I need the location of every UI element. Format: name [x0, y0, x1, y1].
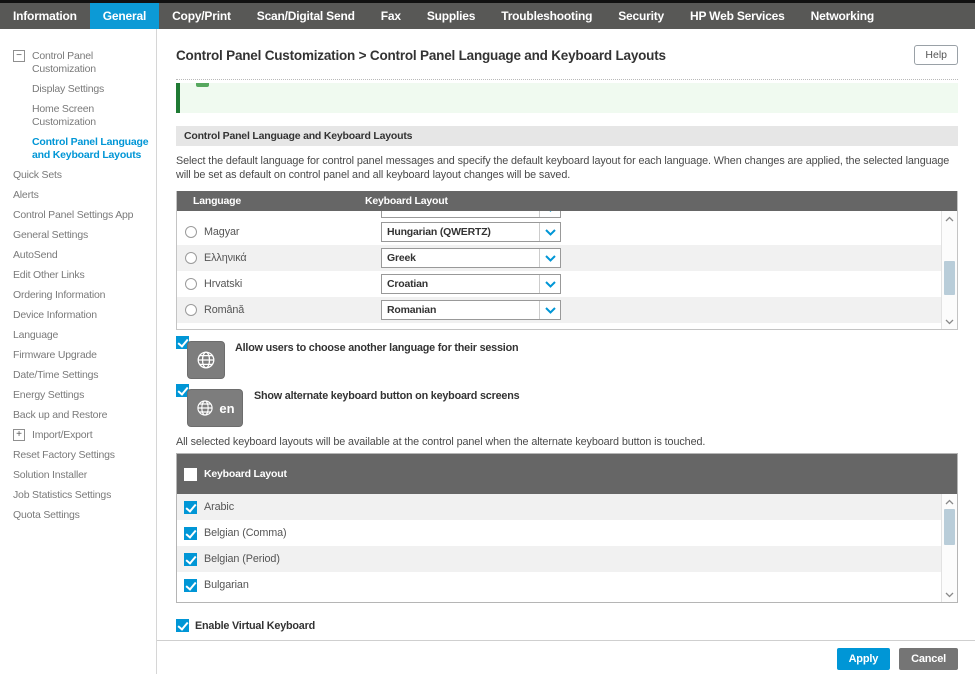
sidebar-item-firmware-upgrade[interactable]: Firmware Upgrade — [13, 349, 97, 361]
sidebar-item-job-statistics-settings[interactable]: Job Statistics Settings — [13, 489, 112, 501]
chevron-down-icon[interactable] — [539, 301, 560, 319]
sidebar-item-edit-other-links[interactable]: Edit Other Links — [13, 269, 85, 281]
keyboard-row-bulgarian: Bulgarian — [177, 572, 957, 598]
tab-fax[interactable]: Fax — [380, 9, 401, 23]
virtual-keyboard-option — [176, 619, 958, 632]
select-all-checkbox[interactable] — [184, 468, 197, 481]
keyboard-row-arabic: Arabic — [177, 494, 957, 520]
cancel-button[interactable]: Cancel — [899, 648, 958, 670]
sidebar-item-back-up-and-restore[interactable]: Back up and Restore — [13, 409, 108, 421]
sidebar-item-quick-sets[interactable]: Quick Sets — [13, 169, 62, 181]
keyboard-language-code: en — [219, 400, 235, 416]
tab-information[interactable]: Information — [13, 9, 77, 23]
breadcrumb: Control Panel Customization > Control Panel Language and Keyboard Layouts — [176, 47, 666, 63]
language-label: Hrvatski — [204, 278, 243, 290]
language-label: Magyar — [204, 226, 240, 238]
tab-networking[interactable]: Networking — [810, 9, 874, 23]
scroll-down-icon[interactable] — [942, 315, 957, 328]
tab-security[interactable]: Security — [618, 9, 664, 23]
chevron-down-icon[interactable] — [539, 275, 560, 293]
section-description: Select the default language for control panel messages and specify the default keyboard layout for each language. When changes are applied, the selected language will be set as default on control panel and all keyboard layout changes will be saved. — [176, 155, 950, 181]
virtual-keyboard-checkbox[interactable] — [176, 619, 189, 632]
tab-general[interactable]: General — [90, 3, 159, 29]
column-header-keyboard-layout: Keyboard Layout — [365, 195, 448, 207]
tab-troubleshooting[interactable]: Troubleshooting — [501, 9, 593, 23]
sidebar-item-label: Control Panel Customization — [32, 50, 96, 75]
virtual-keyboard-label: Enable Virtual Keyboard — [195, 619, 316, 632]
tab-supplies[interactable]: Supplies — [426, 9, 476, 23]
globe-icon-button[interactable] — [187, 341, 225, 379]
success-check-icon — [196, 83, 209, 87]
globe-en-icon-button[interactable] — [187, 389, 243, 427]
sidebar — [0, 29, 157, 674]
sidebar-item-control-panel-language-keyboard-layouts[interactable]: Control Panel Language and Keyboard Layouts — [32, 136, 149, 161]
keyboard-layout-table — [176, 453, 958, 603]
keyboard-layout-dropdown-clipped[interactable] — [381, 211, 561, 218]
help-button[interactable]: Help — [914, 45, 958, 65]
keyboard-row-belgian-comma: Belgian (Comma) — [177, 520, 957, 546]
keyboard-layout-dropdown[interactable]: Hungarian (QWERTZ) — [381, 222, 561, 242]
language-table-body — [177, 211, 957, 329]
action-footer — [157, 640, 975, 670]
apply-button[interactable]: Apply — [837, 648, 891, 670]
option-allow-language-choice — [176, 336, 958, 378]
sidebar-item-import-export[interactable] — [13, 429, 152, 442]
globe-icon — [195, 349, 217, 371]
keyboard-checkbox-belgian-period[interactable] — [184, 553, 197, 566]
chevron-down-icon[interactable] — [539, 223, 560, 241]
sidebar-item-alerts[interactable]: Alerts — [13, 189, 39, 201]
keyboard-row-belgian-period: Belgian (Period) — [177, 546, 957, 572]
scroll-up-icon[interactable] — [942, 495, 957, 508]
sidebar-item-home-screen-customization[interactable]: Home Screen Customization — [32, 103, 96, 128]
radio-romanian[interactable] — [185, 304, 197, 316]
keyboard-checkbox-belgian-comma[interactable] — [184, 527, 197, 540]
keyboard-layout-dropdown[interactable]: Greek — [381, 248, 561, 268]
tab-hp-web-services[interactable]: HP Web Services — [690, 9, 785, 23]
keyboard-layouts-note: All selected keyboard layouts will be available at the control panel when the alternate keyboard button is touched. — [176, 436, 706, 448]
keyboard-table-header — [177, 454, 957, 494]
language-label: Română — [204, 304, 245, 316]
sidebar-item-date-time-settings[interactable]: Date/Time Settings — [13, 369, 99, 381]
success-message-partial — [176, 83, 958, 113]
option-label: Allow users to choose another language for their session — [235, 342, 519, 354]
column-header-language: Language — [193, 195, 241, 207]
language-row-magyar — [177, 219, 957, 245]
globe-icon — [195, 398, 215, 418]
tab-scan-digital-send[interactable]: Scan/Digital Send — [256, 9, 355, 23]
language-table — [176, 191, 958, 330]
chevron-down-icon[interactable] — [539, 249, 560, 267]
partially-scrolled-row — [177, 211, 957, 219]
scroll-up-icon[interactable] — [942, 212, 957, 225]
sidebar-item-display-settings[interactable]: Display Settings — [32, 83, 105, 95]
option-label: Show alternate keyboard button on keyboard screens — [254, 390, 520, 402]
language-label: Ελληνικά — [204, 252, 247, 264]
keyboard-table-body — [177, 494, 957, 602]
language-row-romanian — [177, 297, 957, 323]
scrollbar-thumb[interactable] — [944, 509, 955, 545]
page-header — [176, 29, 958, 80]
chevron-down-icon[interactable] — [539, 211, 560, 217]
language-table-scrollbar[interactable] — [941, 211, 957, 329]
language-row-croatian — [177, 271, 957, 297]
scrollbar-thumb[interactable] — [944, 261, 955, 295]
language-table-header — [177, 191, 957, 211]
sidebar-item-device-information[interactable]: Device Information — [13, 309, 97, 321]
sidebar-item-control-panel-settings-app[interactable]: Control Panel Settings App — [13, 209, 134, 221]
section-title: Control Panel Language and Keyboard Layouts — [176, 126, 958, 146]
language-row-greek — [177, 245, 957, 271]
sidebar-item-general-settings[interactable]: General Settings — [13, 229, 89, 241]
top-nav — [0, 3, 975, 29]
radio-greek[interactable] — [185, 252, 197, 264]
sidebar-item-label: Import/Export — [32, 429, 93, 441]
radio-magyar[interactable] — [185, 226, 197, 238]
sidebar-item-ordering-information[interactable]: Ordering Information — [13, 289, 106, 301]
collapse-minus-icon[interactable]: − — [13, 50, 25, 62]
keyboard-checkbox-bulgarian[interactable] — [184, 579, 197, 592]
sidebar-item-reset-factory-settings[interactable]: Reset Factory Settings — [13, 449, 115, 461]
keyboard-layout-dropdown[interactable]: Romanian — [381, 300, 561, 320]
sidebar-item-energy-settings[interactable]: Energy Settings — [13, 389, 85, 401]
scroll-down-icon[interactable] — [942, 588, 957, 601]
main-content — [157, 29, 975, 674]
tab-copy-print[interactable]: Copy/Print — [172, 9, 231, 23]
radio-croatian[interactable] — [185, 278, 197, 290]
keyboard-layout-dropdown[interactable]: Croatian — [381, 274, 561, 294]
option-alternate-keyboard — [176, 384, 958, 426]
sidebar-item-language[interactable]: Language — [13, 329, 59, 341]
sidebar-item-solution-installer[interactable]: Solution Installer — [13, 469, 88, 481]
sidebar-item-quota-settings[interactable]: Quota Settings — [13, 509, 80, 521]
column-header-keyboard-layout: Keyboard Layout — [204, 468, 287, 480]
sidebar-item-control-panel-customization[interactable] — [13, 50, 152, 76]
keyboard-checkbox-arabic[interactable] — [184, 501, 197, 514]
keyboard-table-scrollbar[interactable] — [941, 494, 957, 602]
expand-plus-icon[interactable]: + — [13, 429, 25, 441]
sidebar-item-autosend[interactable]: AutoSend — [13, 249, 58, 261]
